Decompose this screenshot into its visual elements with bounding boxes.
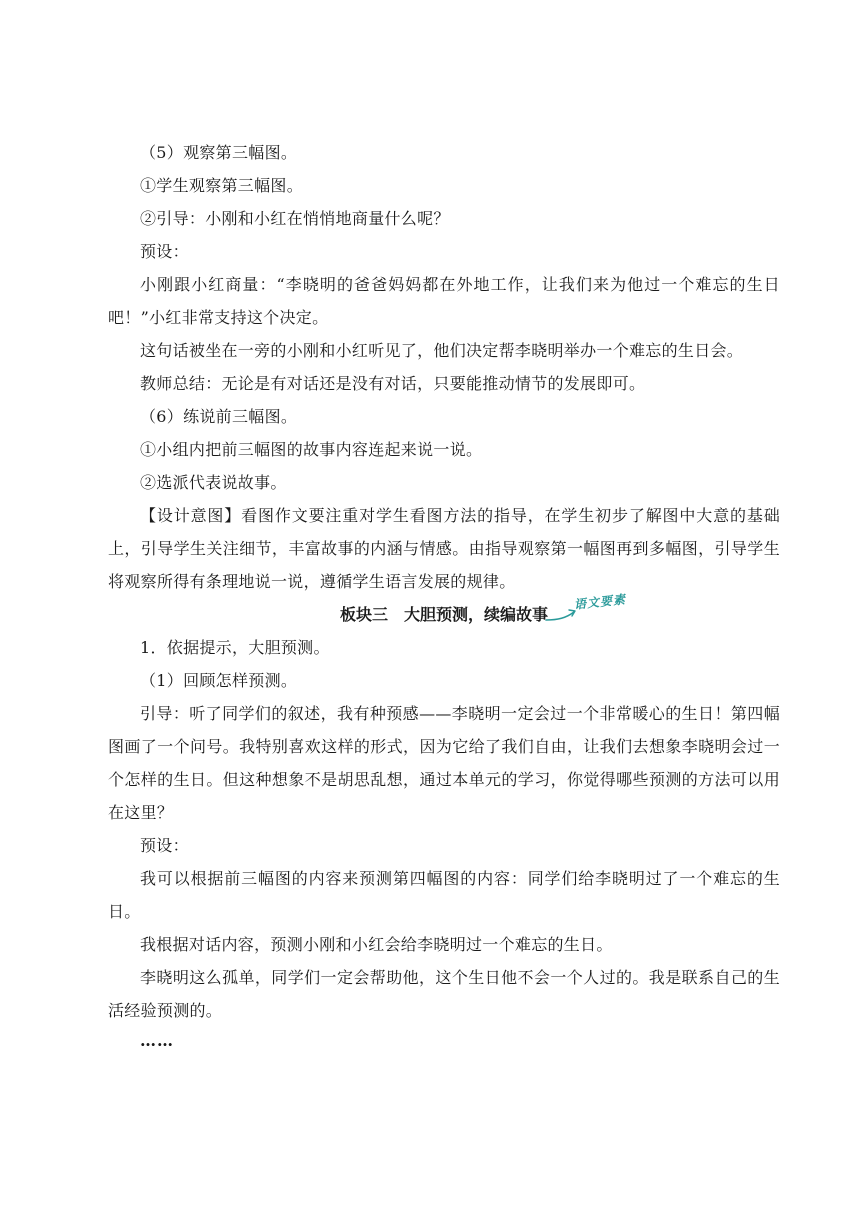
document-page bbox=[108, 136, 780, 1055]
paragraph: （5）观察第三幅图。 bbox=[140, 143, 298, 162]
paragraph: 预设： bbox=[140, 836, 189, 855]
paragraph: 引导：听了同学们的叙述，我有种预感——李晓明一定会过一个非常暖心的生日！第四幅图画了一个问号。我特别喜欢这样的形式，因为它给了我们自由，让我们去想象李晓明会过一个怎样的生日。但这种想象不是胡思乱想，通过本单元的学习，你觉得哪些预测的方法可以用在这里？ bbox=[108, 704, 780, 822]
badge-label: 语文要素 bbox=[573, 592, 627, 612]
paragraph: 预设： bbox=[140, 242, 189, 261]
literacy-badge bbox=[544, 594, 654, 628]
paragraph: （1）回顾怎样预测。 bbox=[140, 671, 298, 690]
paragraph: 我可以根据前三幅图的内容来预测第四幅图的内容：同学们给李晓明过了一个难忘的生日。 bbox=[108, 869, 780, 921]
paragraph: ②选派代表说故事。 bbox=[140, 473, 287, 492]
section-title-text: 板块三 大胆预测，续编故事 bbox=[339, 605, 548, 624]
paragraph: 小刚跟小红商量：“李晓明的爸爸妈妈都在外地工作，让我们来为他过一个难忘的生日吧！”小红非常支持这个决定。 bbox=[108, 275, 780, 327]
paragraph: 李晓明这么孤单，同学们一定会帮助他，这个生日他不会一个人过的。我是联系自己的生活经验预测的。 bbox=[108, 968, 780, 1020]
paragraph: ②引导：小刚和小红在悄悄地商量什么呢？ bbox=[140, 209, 450, 228]
paragraph: ①学生观察第三幅图。 bbox=[140, 176, 304, 195]
section-heading bbox=[108, 592, 780, 631]
paragraph: 教师总结：无论是有对话还是没有对话，只要能推动情节的发展即可。 bbox=[140, 374, 646, 393]
paragraph: 1．依据提示，大胆预测。 bbox=[140, 638, 330, 657]
paragraph: 我根据对话内容，预测小刚和小红会给李晓明过一个难忘的生日。 bbox=[140, 935, 613, 954]
paragraph: （6）练说前三幅图。 bbox=[140, 407, 298, 426]
ellipsis: …… bbox=[140, 1031, 174, 1050]
paragraph: 这句话被坐在一旁的小刚和小红听见了，他们决定帮李晓明举办一个难忘的生日会。 bbox=[140, 341, 744, 360]
paragraph: ①小组内把前三幅图的故事内容连起来说一说。 bbox=[140, 440, 483, 459]
design-intent-paragraph: 【设计意图】看图作文要注重对学生看图方法的指导，在学生初步了解图中大意的基础上，引导学生关注细节，丰富故事的内涵与情感。由指导观察第一幅图再到多幅图，引导学生将观察所得有条理地说一说，遵循学生语言发展的规律。 bbox=[108, 506, 780, 591]
